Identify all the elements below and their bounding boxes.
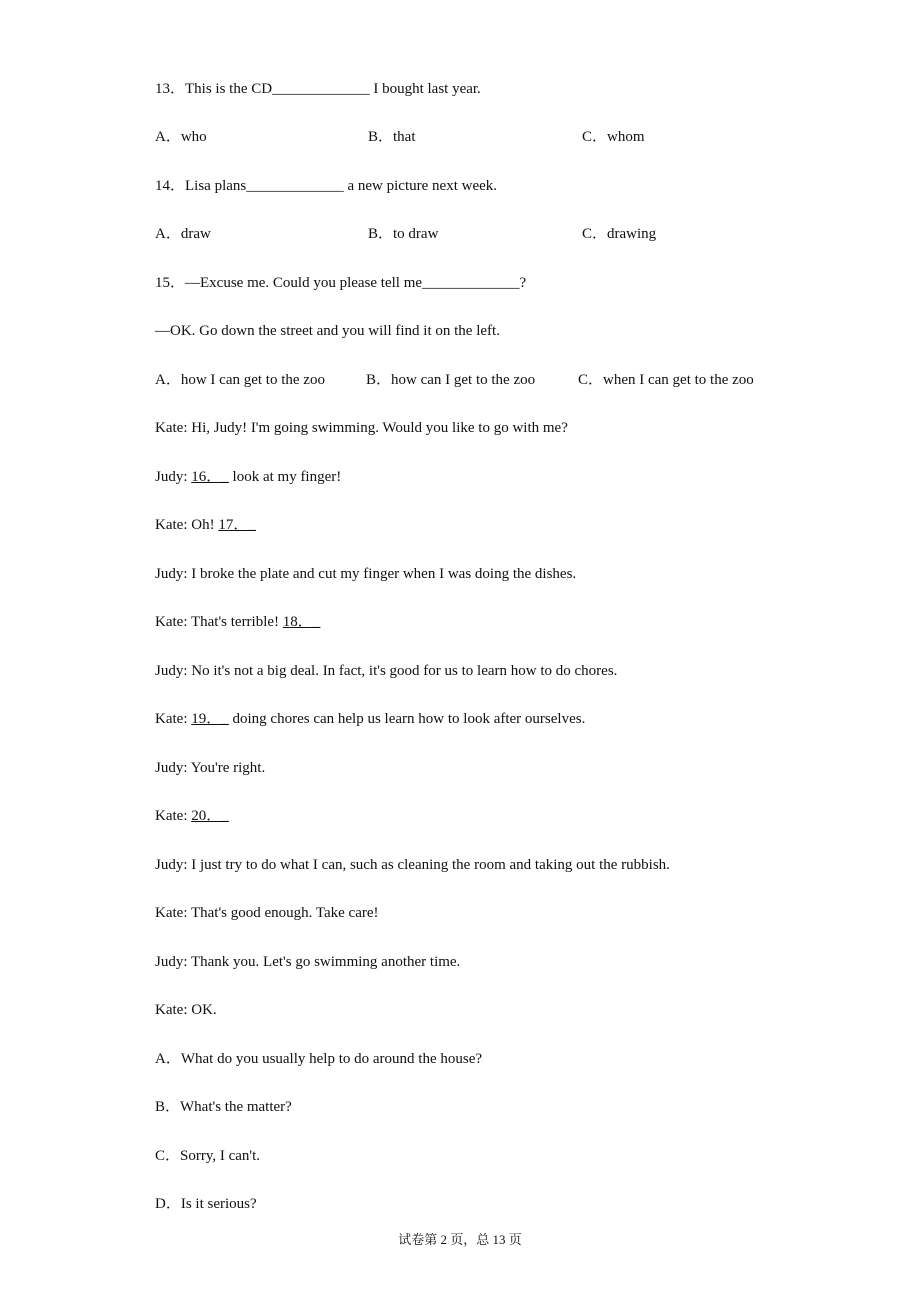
question-14-option-c: C．drawing bbox=[582, 226, 657, 242]
dialogue-speaker-text: Judy: bbox=[155, 469, 192, 485]
question-14-option-a: A．draw bbox=[155, 226, 211, 242]
blank-16: 16．_ bbox=[191, 469, 229, 485]
dialogue-speaker-text: Kate: bbox=[155, 808, 192, 824]
question-13-option-c: C．whom bbox=[582, 129, 645, 145]
page-footer: 试卷第 2 页，总 13 页 bbox=[398, 1232, 522, 1247]
choice-c: C．Sorry, I can't. bbox=[155, 1148, 261, 1164]
dialogue-line: Judy: I just try to do what I can, such as cleaning the room and taking out the rubbish. bbox=[155, 857, 670, 873]
blank-17: 17．_ bbox=[218, 517, 256, 533]
dialogue-speaker-text: Kate: That's terrible! bbox=[155, 614, 283, 630]
choice-b: B．What's the matter? bbox=[155, 1099, 292, 1115]
dialogue-line: Judy: No it's not a big deal. In fact, it's good for us to learn how to do chores. bbox=[155, 663, 618, 679]
dialogue-line: Kate: Hi, Judy! I'm going swimming. Would you like to go with me? bbox=[155, 420, 568, 436]
choice-a: A．What do you usually help to do around the house? bbox=[155, 1051, 483, 1067]
dialogue-line bbox=[155, 612, 320, 632]
dialogue-line: Kate: OK. bbox=[155, 1002, 217, 1018]
dialogue-speaker-text: Kate: bbox=[155, 711, 192, 727]
dialogue-line bbox=[155, 467, 341, 487]
question-14-stem: 14．Lisa plans_____________ a new picture next week. bbox=[155, 178, 498, 194]
question-13-option-a: A．who bbox=[155, 129, 207, 145]
question-15-stem: 15．—Excuse me. Could you please tell me_____________? bbox=[155, 275, 527, 291]
dialogue-line: Judy: I broke the plate and cut my finger when I was doing the dishes. bbox=[155, 566, 577, 582]
dialogue-line bbox=[155, 709, 585, 729]
blank-20: 20．_ bbox=[191, 808, 229, 824]
dialogue-rest-text: doing chores can help us learn how to look after ourselves. bbox=[228, 711, 586, 727]
question-15-option-c: C．when I can get to the zoo bbox=[578, 372, 754, 388]
question-15-option-b: B．how can I get to the zoo bbox=[366, 372, 536, 388]
blank-18: 18．_ bbox=[282, 614, 321, 630]
question-15-stem-reply: —OK. Go down the street and you will find it on the left. bbox=[155, 323, 500, 339]
question-13-stem: 13．This is the CD_____________ I bought last year. bbox=[155, 81, 481, 97]
question-14-option-b: B．to draw bbox=[368, 226, 439, 242]
dialogue-speaker-text: Kate: Oh! bbox=[155, 517, 219, 533]
blank-19: 19．_ bbox=[191, 711, 229, 727]
question-15-option-a: A．how I can get to the zoo bbox=[155, 372, 325, 388]
dialogue-line bbox=[155, 515, 256, 535]
dialogue-rest-text: look at my finger! bbox=[228, 469, 342, 485]
dialogue-line: Judy: Thank you. Let's go swimming another time. bbox=[155, 954, 461, 970]
dialogue-line bbox=[155, 806, 229, 826]
dialogue-line: Kate: That's good enough. Take care! bbox=[155, 905, 379, 921]
dialogue-line: Judy: You're right. bbox=[155, 760, 266, 776]
question-13-option-b: B．that bbox=[368, 129, 416, 145]
choice-d: D．Is it serious? bbox=[155, 1196, 257, 1212]
